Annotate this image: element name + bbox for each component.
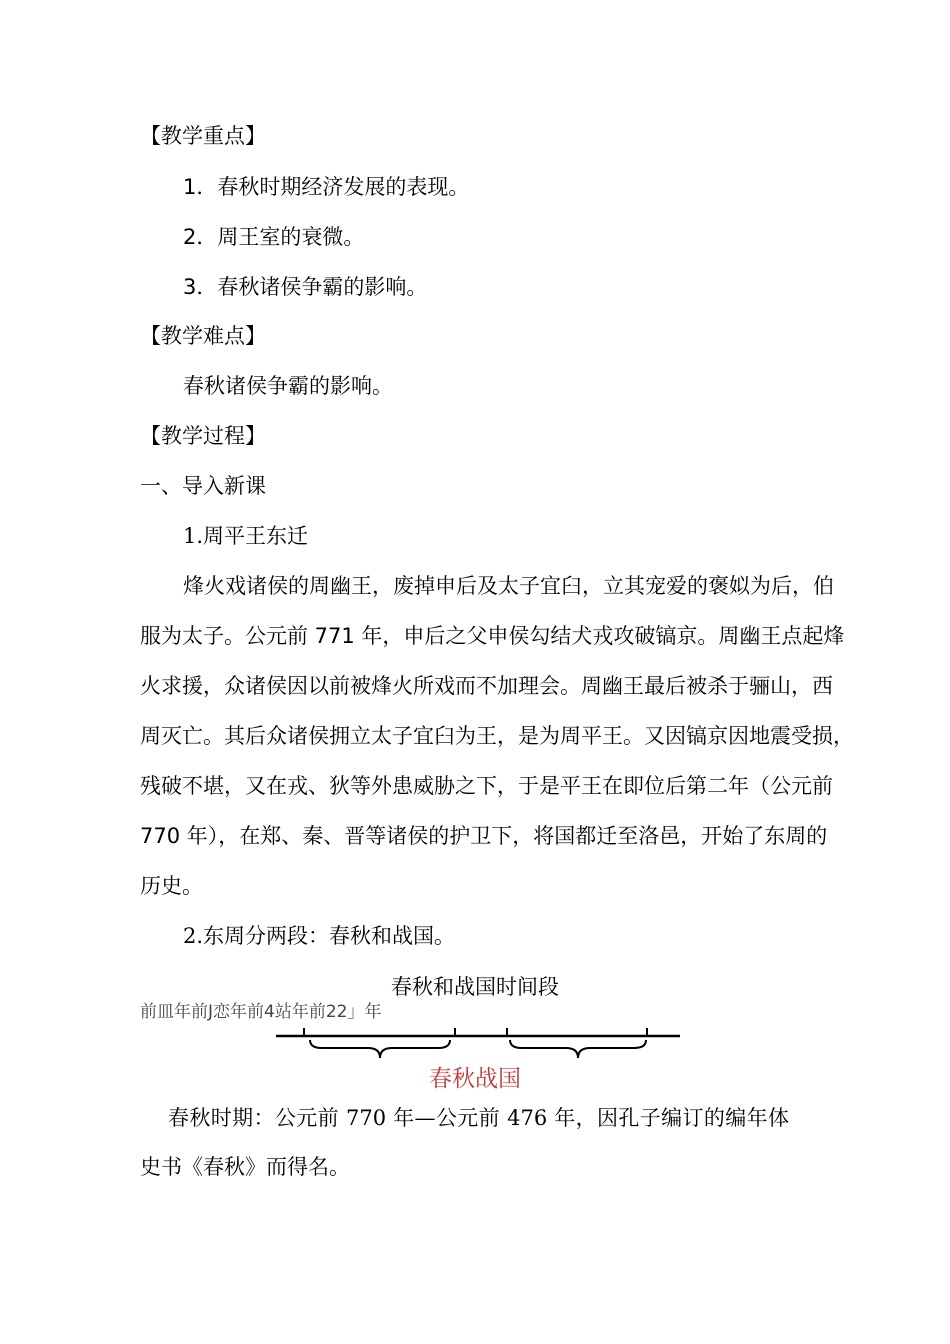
- paragraph-line-1: 烽火戏诸侯的周幽王，废掉申后及太子宜臼，立其宠爱的褒姒为后，伯: [183, 574, 834, 598]
- teaching-difficulty-heading: 【教学难点】: [140, 324, 266, 348]
- paragraph-line-7: 历史。: [140, 874, 203, 898]
- spring-autumn-line-2: 史书《春秋》而得名。: [140, 1155, 350, 1179]
- teaching-focus-heading: 【教学重点】: [140, 124, 266, 148]
- paragraph-line-3: 火求援，众诸侯因以前被烽火所戏而不加理会。周幽王最后被杀于骊山，西: [140, 674, 833, 698]
- timeline-tick-labels: 前皿年前J恋年前4站年前22」年: [140, 1002, 382, 1022]
- difficulty-text: 春秋诸侯争霸的影响。: [183, 374, 393, 398]
- focus-item-1: 1．春秋时期经济发展的表现。: [183, 175, 470, 199]
- timeline-title: 春秋和战国时间段: [391, 975, 559, 999]
- subsection-title-eastern-zhou: 2.东周分两段：春秋和战国。: [183, 924, 456, 948]
- timeline-graphic: [270, 1022, 685, 1066]
- paragraph-line-5: 残破不堪，又在戎、狄等外患威胁之下，于是平王在即位后第二年（公元前: [140, 774, 833, 798]
- teaching-process-heading: 【教学过程】: [140, 424, 266, 448]
- subsection-title-pingwang: 1.周平王东迁: [183, 524, 309, 548]
- timeline-period-labels: 春秋战国: [429, 1066, 521, 1092]
- section-title-intro: 一、导入新课: [140, 474, 266, 498]
- focus-item-3: 3．春秋诸侯争霸的影响。: [183, 275, 428, 299]
- timeline-brace-spring-autumn: [310, 1040, 450, 1058]
- spring-autumn-line-1: 春秋时期：公元前 770 年—公元前 476 年，因孔子编订的编年体: [168, 1106, 789, 1130]
- focus-item-2: 2．周王室的衰微。: [183, 225, 365, 249]
- paragraph-line-4: 周灭亡。其后众诸侯拥立太子宜臼为王，是为周平王。又因镐京因地震受损，: [140, 724, 854, 748]
- paragraph-line-2: 服为太子。公元前 771 年，申后之父申侯勾结犬戎攻破镐京。周幽王点起烽: [140, 624, 845, 648]
- timeline-brace-warring-states: [510, 1040, 646, 1058]
- paragraph-line-6: 770 年），在郑、秦、晋等诸侯的护卫下，将国都迁至洛邑，开始了东周的: [140, 824, 828, 848]
